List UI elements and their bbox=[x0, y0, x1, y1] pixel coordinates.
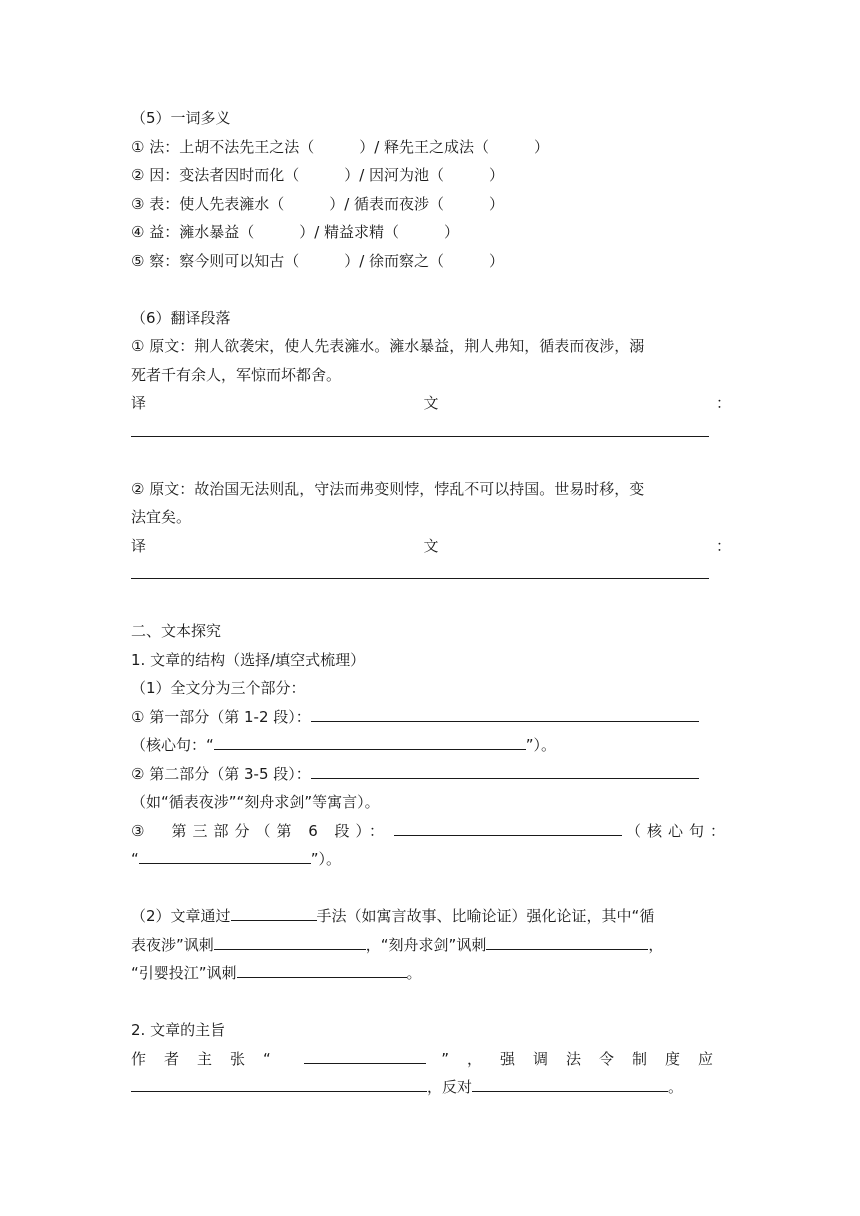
part-3-core-blank[interactable] bbox=[139, 845, 311, 864]
core-open: （核心句：“ bbox=[131, 736, 214, 754]
structure-question-title: 1. 文章的结构（选择/填空式梳理） bbox=[131, 650, 366, 669]
technique-row-2 bbox=[131, 931, 731, 960]
part-2-label: ② 第二部分（第 3-5 段）： bbox=[131, 764, 311, 783]
satire-blank-3[interactable] bbox=[237, 959, 407, 978]
translation-label-1 bbox=[131, 389, 731, 418]
theme-blank-1[interactable] bbox=[304, 1045, 426, 1064]
core-open: “ bbox=[131, 850, 139, 868]
theme-row-1 bbox=[131, 1045, 731, 1074]
source-text-2-line-1: ② 原文：故治国无法则乱，守法而弗变则悖，悖乱不可以持国。世易时移，变 bbox=[131, 479, 645, 498]
polysemy-item-1: ① 法：上胡不法先王之法（ ）/ 释先王之成法（ ） bbox=[131, 137, 550, 156]
technique-text-f: “引婴投江”讽刺 bbox=[131, 964, 237, 982]
part-1-label: ① 第一部分（第 1-2 段）： bbox=[131, 707, 311, 726]
polysemy-item-3: ③ 表：使人先表澭水（ ）/ 循表而夜涉（ ） bbox=[131, 194, 505, 213]
polysemy-item-2: ② 因：变法者因时而化（ ）/ 因河为池（ ） bbox=[131, 166, 505, 184]
part-3-row bbox=[131, 817, 731, 846]
part-1-blank[interactable] bbox=[311, 703, 699, 722]
technique-text-a: （2）文章通过 bbox=[131, 907, 231, 925]
technique-row-1 bbox=[131, 902, 731, 931]
part-2-row bbox=[131, 760, 731, 789]
part-1-core-blank[interactable] bbox=[214, 731, 526, 750]
colon-char: ： bbox=[715, 394, 731, 412]
theme-text-c: ，反对 bbox=[427, 1078, 473, 1096]
answer-line[interactable] bbox=[131, 418, 709, 437]
technique-text-d: ，“刻舟求剑”讽刺 bbox=[365, 935, 487, 954]
technique-row-3 bbox=[131, 959, 731, 988]
part-1-row bbox=[131, 703, 731, 732]
theme-row-2 bbox=[131, 1073, 731, 1102]
translation-blank-1[interactable] bbox=[131, 418, 731, 447]
technique-text-g: 。 bbox=[406, 964, 422, 982]
satire-blank-2[interactable] bbox=[486, 931, 648, 950]
translation-blank-2[interactable] bbox=[131, 560, 731, 589]
core-close: ”）。 bbox=[310, 850, 342, 868]
translation-label-2 bbox=[131, 532, 731, 561]
section-6-title: （6）翻译段落 bbox=[131, 308, 231, 327]
polysemy-item-4: ④ 益：澭水暴益（ ）/ 精益求精（ ） bbox=[131, 223, 460, 241]
technique-text-e: ， bbox=[648, 935, 664, 954]
part-1-core-row bbox=[131, 731, 731, 760]
source-text-1-line-2: 死者千有余人，军惊而坏都舍。 bbox=[131, 365, 342, 384]
technique-text-c: 表夜涉”讽刺 bbox=[131, 935, 214, 954]
part-2-blank[interactable] bbox=[311, 760, 699, 779]
part-2-note: （如“循表夜涉”“刻舟求剑”等寓言）。 bbox=[131, 793, 380, 811]
colon-char: ： bbox=[715, 536, 731, 555]
satire-blank-1[interactable] bbox=[214, 931, 366, 950]
theme-text-b: ”，强调法令制度应 bbox=[441, 1049, 731, 1068]
yi-char: 译 bbox=[131, 394, 147, 412]
part-3-core-row bbox=[131, 845, 731, 874]
theme-blank-2[interactable] bbox=[131, 1073, 427, 1092]
polysemy-item-5: ⑤ 察：察今则可以知古（ ）/ 徐而察之（ ） bbox=[131, 251, 505, 270]
theme-blank-3[interactable] bbox=[472, 1073, 668, 1092]
structure-subtitle: （1）全文分为三个部分： bbox=[131, 679, 306, 697]
theme-question-title: 2. 文章的主旨 bbox=[131, 1021, 226, 1039]
source-text-1-line-1: ① 原文：荆人欲袭宋，使人先表澭水。澭水暴益，荆人弗知，循表而夜涉，溺 bbox=[131, 337, 645, 355]
section-2-title: 二、文本探究 bbox=[131, 622, 222, 640]
section-5-title: （5）一词多义 bbox=[131, 109, 231, 127]
document-page bbox=[131, 104, 731, 1102]
technique-text-b: 手法（如寓言故事、比喻论证）强化论证，其中“循 bbox=[316, 907, 655, 925]
source-text-2-line-2: 法宜矣。 bbox=[131, 508, 192, 526]
part-3-label: ③ 第三部分（第 6 段）： bbox=[131, 821, 391, 840]
wen-char: 文 bbox=[423, 394, 439, 412]
technique-blank[interactable] bbox=[231, 902, 317, 921]
yi-char: 译 bbox=[131, 536, 147, 555]
theme-text-a: 作者主张“ bbox=[131, 1049, 289, 1068]
core-close: ”）。 bbox=[525, 736, 557, 754]
part-3-blank[interactable] bbox=[394, 817, 622, 836]
theme-text-d: 。 bbox=[668, 1078, 684, 1096]
answer-line[interactable] bbox=[131, 560, 709, 579]
wen-char: 文 bbox=[423, 536, 439, 555]
part-3-core: （核心句： bbox=[625, 821, 731, 840]
